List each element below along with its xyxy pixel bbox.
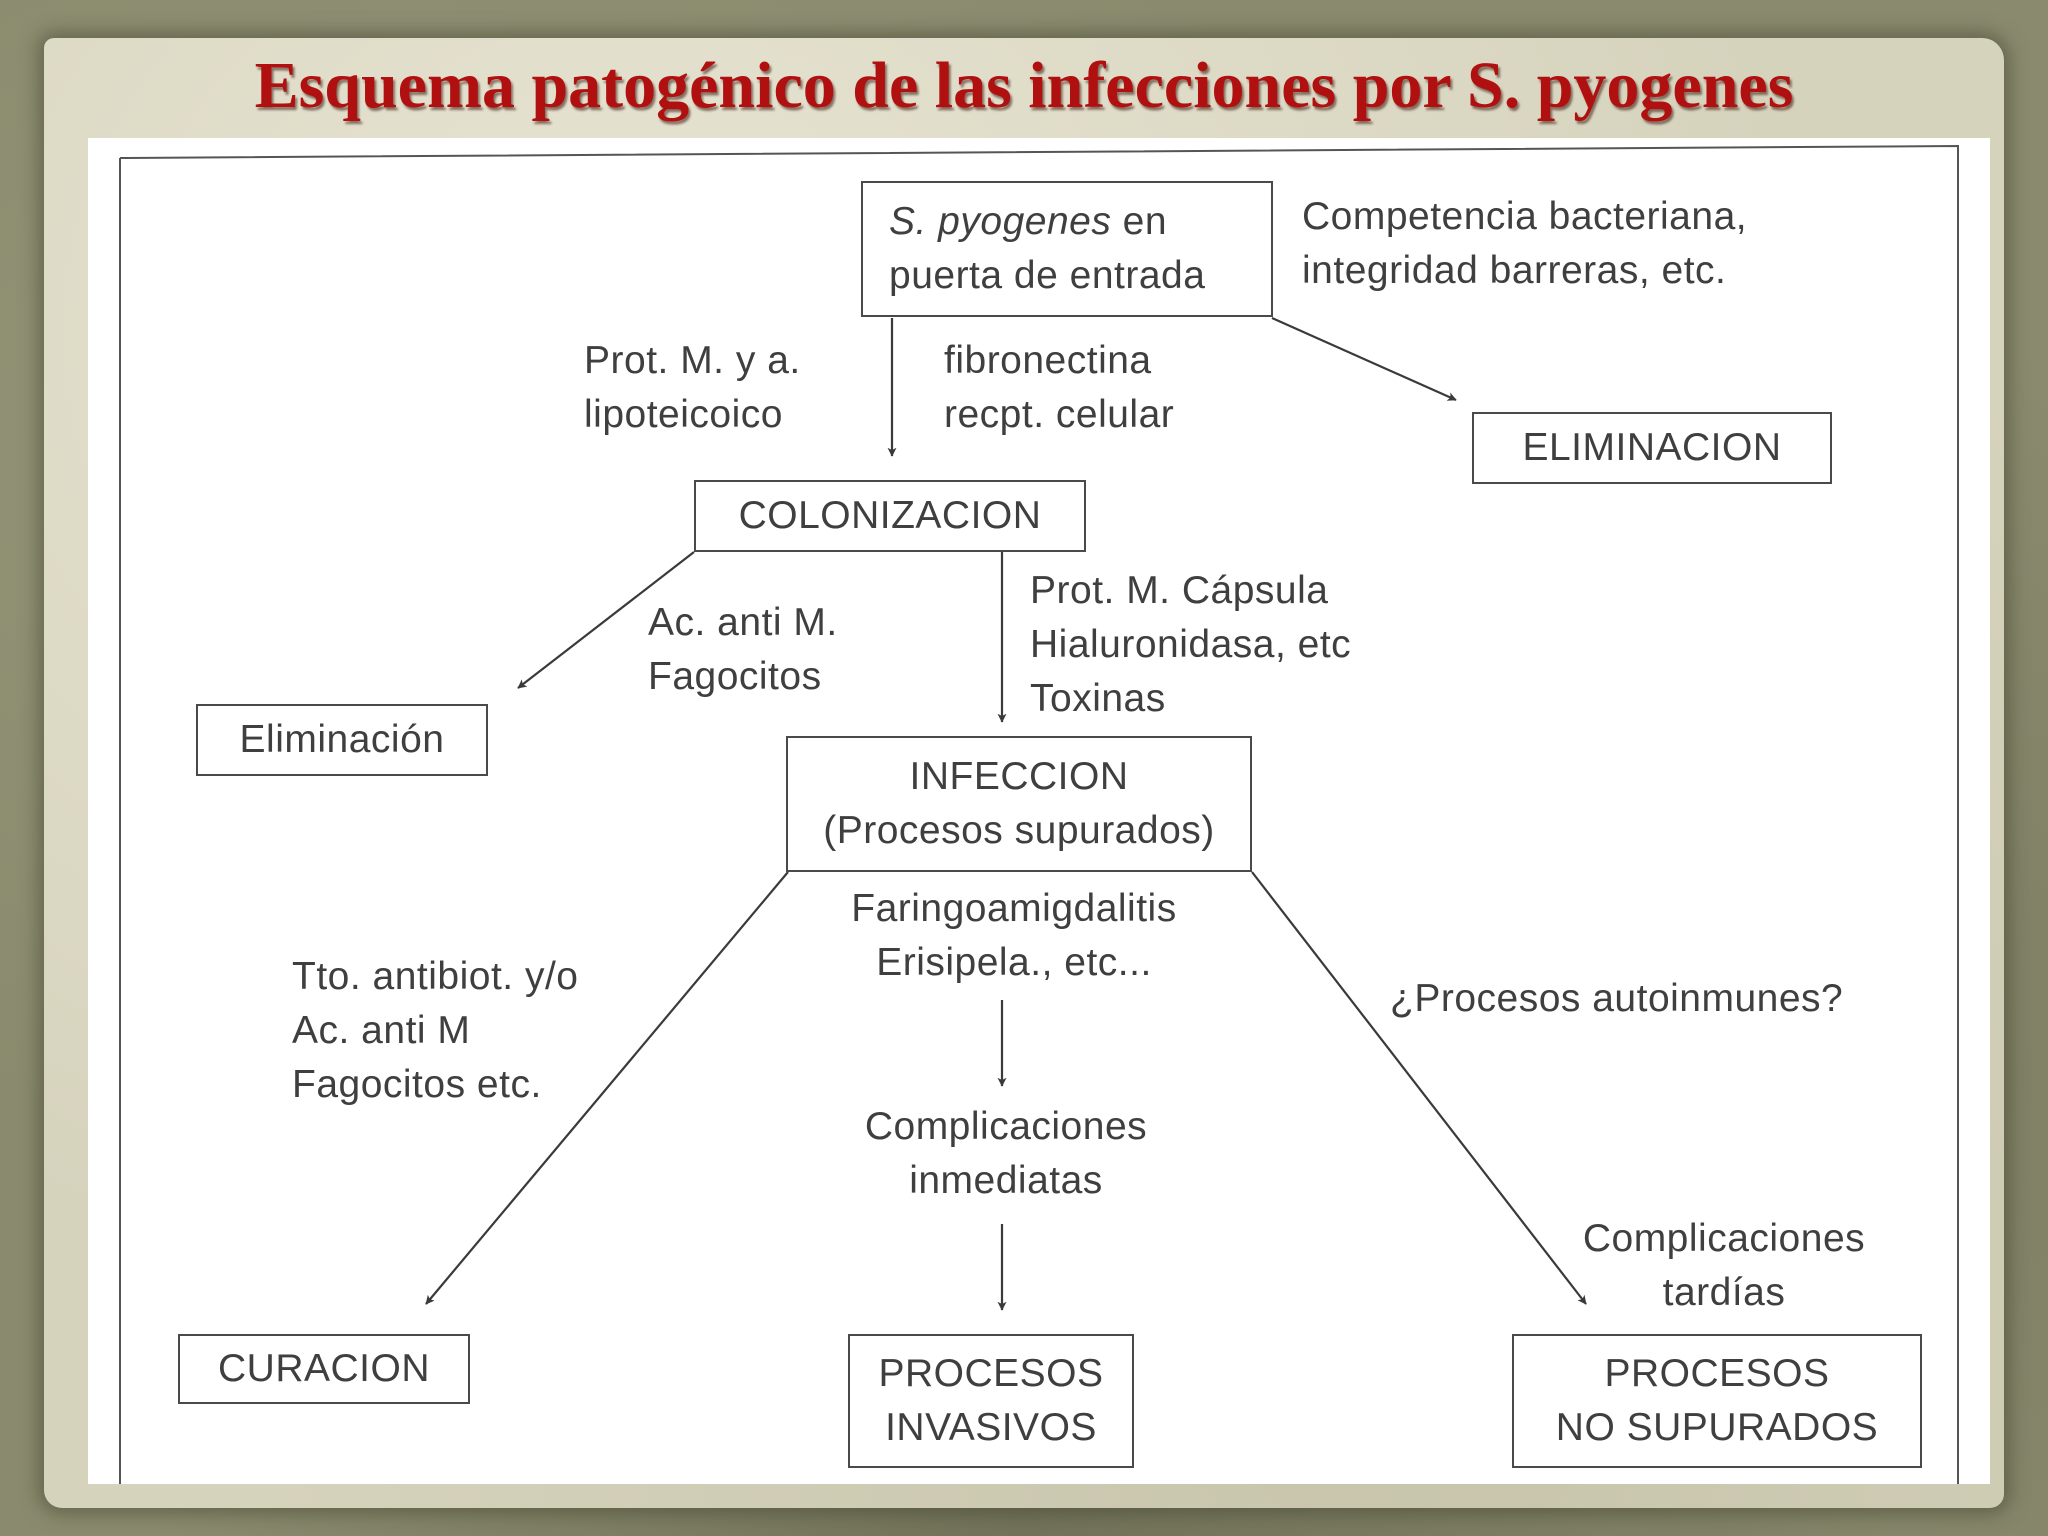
infection-line1: INFECCION <box>909 755 1129 798</box>
label-late-complications: Complicaciones tardías <box>1582 1217 1866 1314</box>
label-treatment: Tto. antibiot. y/o Ac. anti M Fagocitos etc. <box>292 955 579 1106</box>
slide-title: Esquema patogénico de las infecciones por S. pyogenes <box>254 49 1794 122</box>
node-infection <box>786 736 1252 872</box>
infection-line2: (Procesos supurados) <box>823 809 1215 852</box>
diagram-scan <box>88 138 1990 1484</box>
invasive-line1: PROCESOS <box>878 1352 1104 1395</box>
non-suppurative-line1: PROCESOS <box>1604 1352 1830 1395</box>
arrow-entry-to-elimination <box>1272 318 1456 400</box>
label-examples: Faringoamigdalitis Erisipela., etc... <box>851 887 1177 984</box>
node-cure: CURACION <box>178 1334 470 1404</box>
label-adhesins-right: fibronectina recpt. celular <box>944 339 1175 436</box>
entry-line1-rest: en <box>1111 200 1168 243</box>
label-host-defense: Ac. anti M. Fagocitos <box>648 601 838 698</box>
label-host-factors: Competencia bacteriana, integridad barreras, etc. <box>1302 195 1748 292</box>
label-adhesins-left: Prot. M. y a. lipoteicoico <box>584 339 801 436</box>
node-entry <box>861 181 1273 317</box>
label-autoimmune: ¿Procesos autoinmunes? <box>1390 977 1844 1020</box>
non-suppurative-line2: NO SUPURADOS <box>1555 1406 1879 1449</box>
node-elimination-top: ELIMINACION <box>1472 412 1832 484</box>
arrow-infection-to-non-suppurative <box>1252 872 1586 1304</box>
entry-line2: puerta de entrada <box>889 254 1206 297</box>
label-virulence: Prot. M. Cápsula Hialuronidasa, etc Toxinas <box>1030 569 1352 720</box>
label-immediate-complications: Complicaciones inmediatas <box>864 1105 1148 1202</box>
node-colonization: COLONIZACION <box>694 480 1086 552</box>
node-elimination-left: Eliminación <box>196 704 488 776</box>
node-invasive <box>848 1334 1134 1468</box>
invasive-line2: INVASIVOS <box>885 1406 1097 1449</box>
node-non-suppurative <box>1512 1334 1922 1468</box>
entry-organism: S. pyogenes <box>889 200 1112 243</box>
